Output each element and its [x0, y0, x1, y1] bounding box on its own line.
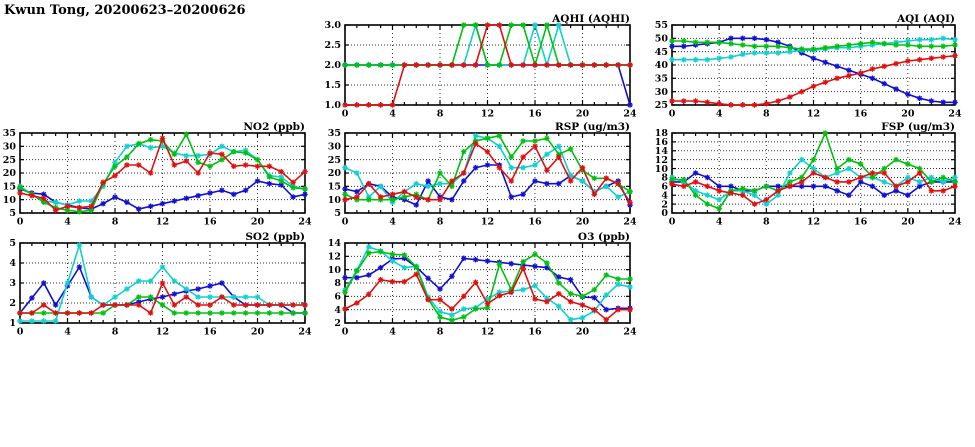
chart-title: NO2 (ppb)	[243, 121, 305, 133]
y-tick-label: 0	[661, 208, 668, 220]
y-tick-label: 14	[654, 145, 668, 157]
chart-aqi	[652, 13, 965, 124]
x-axis-labels	[669, 109, 962, 120]
y-tick-label: 45	[654, 46, 668, 58]
x-tick-label: 8	[763, 216, 770, 228]
x-tick-label: 16	[528, 216, 542, 228]
x-tick-label: 0	[341, 108, 349, 120]
y-tick-label: 4	[334, 304, 341, 316]
x-tick-label: 20	[901, 216, 915, 228]
y-axis	[3, 128, 17, 219]
chart-rsp	[325, 121, 640, 232]
y-tick-label: 15	[327, 181, 341, 193]
y-tick-label: 15	[2, 181, 16, 193]
y-tick-label: 5	[334, 208, 341, 220]
x-tick-label: 16	[854, 108, 868, 120]
x-tick-label: 12	[155, 216, 170, 228]
y-tick-label: 14	[327, 238, 341, 250]
chart-title: O3 (ppb)	[577, 231, 630, 243]
chart-svg-aqi	[652, 13, 965, 120]
y-tick-label: 35	[654, 73, 668, 85]
x-tick-label: 24	[623, 108, 637, 120]
chart-svg-so2	[0, 231, 315, 338]
x-tick-label: 24	[623, 216, 637, 228]
chart-no2	[0, 121, 315, 232]
chart-svg-aqhi	[325, 13, 640, 120]
x-tick-label: 4	[389, 108, 396, 120]
x-tick-label: 12	[480, 216, 495, 228]
x-tick-label: 4	[715, 216, 723, 228]
x-tick-label: 8	[111, 216, 119, 228]
x-tick-label: 0	[341, 216, 349, 228]
x-tick-label: 12	[480, 108, 495, 120]
x-axis-labels	[17, 327, 312, 338]
x-tick-label: 0	[16, 326, 24, 338]
y-axis	[655, 20, 669, 111]
y-tick-label: 16	[654, 137, 668, 149]
y-tick-label: 2	[9, 298, 16, 310]
x-tick-label: 8	[763, 108, 770, 120]
page-title: Kwun Tong, 20200623–20200626	[4, 3, 246, 18]
x-tick-label: 20	[575, 326, 590, 338]
y-tick-label: 5	[9, 208, 16, 220]
y-tick-label: 1	[9, 318, 16, 330]
y-tick-label: 12	[654, 154, 668, 166]
x-tick-label: 0	[668, 108, 676, 120]
x-tick-label: 16	[203, 326, 217, 338]
x-tick-label: 24	[298, 216, 312, 228]
x-tick-label: 0	[668, 216, 676, 228]
x-tick-label: 20	[575, 108, 590, 120]
y-tick-label: 2.0	[325, 60, 341, 72]
x-tick-label: 8	[436, 108, 444, 120]
y-tick-label: 30	[2, 141, 16, 153]
y-tick-label: 20	[327, 168, 341, 180]
x-tick-label: 24	[948, 108, 962, 120]
x-axis-labels	[342, 217, 637, 228]
x-tick-label: 16	[203, 216, 217, 228]
x-tick-label: 16	[528, 326, 542, 338]
chart-title: AQHI (AQHI)	[552, 13, 630, 25]
y-tick-label: 2	[334, 318, 341, 330]
y-tick-label: 4	[9, 258, 16, 270]
x-axis-labels	[342, 327, 637, 338]
y-tick-label: 30	[654, 86, 668, 98]
y-tick-label: 6	[661, 181, 668, 193]
x-axis-labels	[342, 109, 637, 120]
chart-title: FSP (ug/m3)	[881, 121, 955, 133]
x-tick-label: 8	[436, 326, 444, 338]
chart-fsp	[652, 121, 965, 232]
x-tick-label: 0	[16, 216, 24, 228]
x-tick-label: 4	[64, 326, 71, 338]
x-tick-label: 12	[480, 326, 495, 338]
y-tick-label: 25	[2, 154, 16, 166]
y-tick-label: 8	[661, 172, 668, 184]
x-tick-label: 12	[806, 216, 821, 228]
y-tick-label: 20	[2, 168, 16, 180]
chart-o3	[325, 231, 640, 342]
y-tick-label: 2.5	[325, 40, 341, 52]
x-tick-label: 12	[155, 326, 170, 338]
x-axis-labels	[17, 217, 312, 228]
y-tick-label: 2	[661, 199, 668, 211]
y-tick-label: 10	[327, 264, 341, 276]
chart-svg-no2	[0, 121, 315, 228]
x-axis-labels	[669, 217, 962, 228]
y-tick-label: 30	[327, 141, 341, 153]
chart-svg-rsp	[325, 121, 640, 228]
x-tick-label: 0	[341, 326, 349, 338]
y-tick-label: 1.0	[325, 100, 341, 112]
y-tick-label: 50	[654, 33, 668, 45]
x-tick-label: 4	[389, 326, 396, 338]
y-tick-label: 25	[654, 100, 668, 112]
y-tick-label: 1.5	[325, 80, 341, 92]
y-tick-label: 35	[327, 128, 341, 140]
y-tick-label: 10	[654, 163, 668, 175]
x-tick-label: 24	[948, 216, 962, 228]
y-tick-label: 3.0	[325, 20, 341, 32]
y-tick-label: 55	[654, 20, 668, 32]
x-tick-label: 4	[715, 108, 723, 120]
x-tick-label: 20	[250, 216, 265, 228]
chart-title: SO2 (ppb)	[245, 231, 305, 243]
y-tick-label: 5	[9, 238, 16, 250]
chart-title: AQI (AQI)	[896, 13, 955, 25]
y-tick-label: 3	[9, 278, 16, 290]
chart-svg-o3	[325, 231, 640, 338]
y-tick-label: 6	[334, 291, 341, 303]
x-tick-label: 12	[806, 108, 821, 120]
y-axis	[325, 20, 341, 111]
series-blue	[17, 178, 308, 212]
y-tick-label: 10	[327, 194, 341, 206]
y-tick-label: 12	[327, 251, 341, 263]
y-tick-label: 25	[327, 154, 341, 166]
x-tick-label: 20	[575, 216, 590, 228]
chart-title: RSP (ug/m3)	[554, 121, 630, 133]
x-tick-label: 8	[436, 216, 444, 228]
y-tick-label: 40	[654, 60, 668, 72]
y-axis	[9, 238, 16, 329]
y-tick-label: 10	[2, 194, 16, 206]
y-axis	[328, 128, 342, 219]
chart-aqhi	[325, 13, 640, 124]
y-axis	[328, 238, 342, 329]
y-tick-label: 35	[2, 128, 16, 140]
y-tick-label: 8	[334, 278, 341, 290]
x-tick-label: 20	[901, 108, 915, 120]
x-tick-label: 20	[250, 326, 265, 338]
chart-so2	[0, 231, 315, 342]
chart-svg-fsp	[652, 121, 965, 228]
x-tick-label: 16	[854, 216, 868, 228]
x-tick-label: 24	[623, 326, 637, 338]
x-tick-label: 24	[298, 326, 312, 338]
x-tick-label: 8	[111, 326, 119, 338]
y-axis	[655, 128, 669, 219]
y-tick-label: 4	[661, 190, 668, 202]
x-tick-label: 4	[389, 216, 396, 228]
x-tick-label: 4	[64, 216, 71, 228]
x-tick-label: 16	[528, 108, 542, 120]
y-tick-label: 18	[654, 128, 668, 140]
